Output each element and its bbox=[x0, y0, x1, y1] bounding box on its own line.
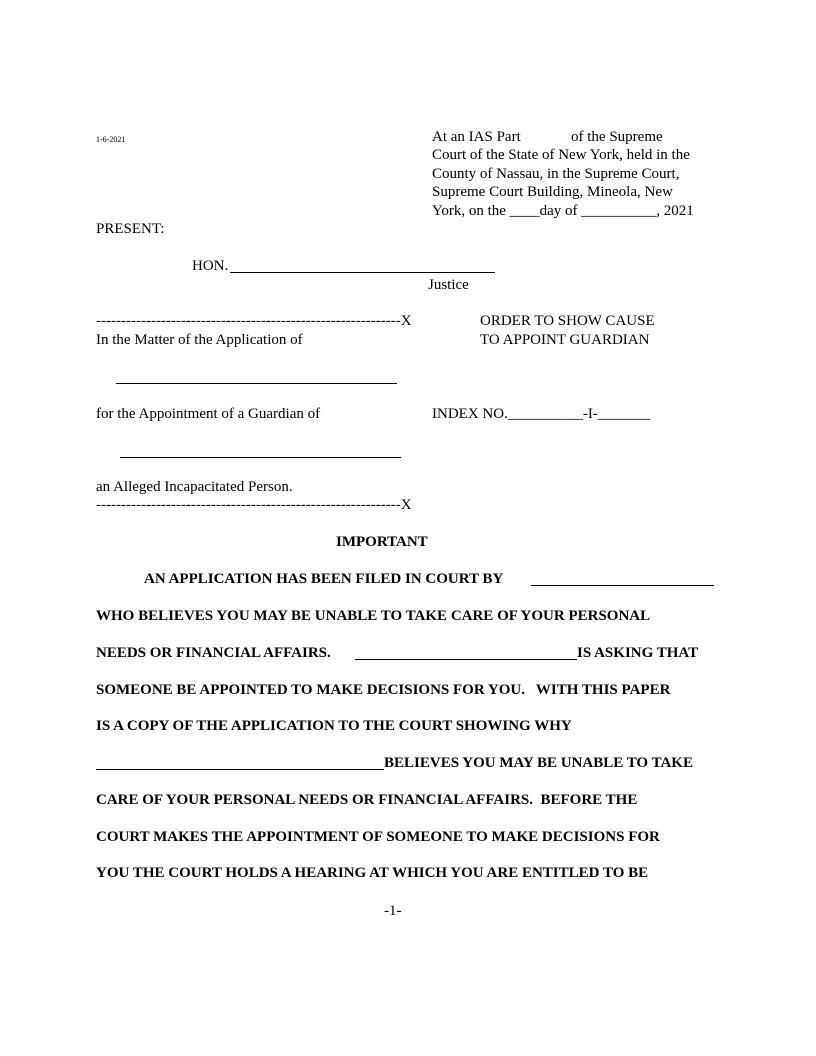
page-number: -1- bbox=[384, 903, 402, 919]
body-line-8: COURT MAKES THE APPOINTMENT OF SOMEONE TO MAKE DECISIONS FOR bbox=[96, 829, 660, 845]
caption-line-2: Court of the State of New York, held in the bbox=[432, 147, 690, 163]
body-line-3: NEEDS OR FINANCIAL AFFAIRS. bbox=[96, 645, 331, 661]
date-code: 1-6-2021 bbox=[96, 135, 126, 144]
body-line-2: WHO BELIEVES YOU MAY BE UNABLE TO TAKE CARE OF YOUR PERSONAL bbox=[96, 608, 651, 624]
justice-label: Justice bbox=[428, 277, 469, 293]
caption-line-3: County of Nassau, in the Supreme Court, bbox=[432, 166, 680, 182]
caption-line-1a: At an IAS Part bbox=[432, 129, 521, 145]
matter-label: In the Matter of the Application of bbox=[96, 332, 303, 348]
applicant-name-line-1[interactable] bbox=[531, 585, 714, 586]
body-line-9: YOU THE COURT HOLDS A HEARING AT WHICH YOU ARE ENTITLED TO BE bbox=[96, 865, 649, 881]
alleged-label: an Alleged Incapacitated Person. bbox=[96, 479, 293, 495]
caption-line-4: Supreme Court Building, Mineola, New bbox=[432, 184, 673, 200]
hon-label: HON. bbox=[192, 258, 229, 274]
petitioner-name-line[interactable] bbox=[116, 383, 397, 384]
present-label: PRESENT: bbox=[96, 221, 165, 237]
order-title-line-2: TO APPOINT GUARDIAN bbox=[480, 332, 650, 348]
body-line-6: BELIEVES YOU MAY BE UNABLE TO TAKE bbox=[384, 755, 693, 771]
body-line-4: SOMEONE BE APPOINTED TO MAKE DECISIONS FOR YOU. WITH THIS PAPER bbox=[96, 682, 671, 698]
body-line-3b: IS ASKING THAT bbox=[577, 645, 699, 661]
body-line-1: AN APPLICATION HAS BEEN FILED IN COURT BY bbox=[144, 571, 504, 587]
important-heading: IMPORTANT bbox=[336, 534, 428, 550]
caption-divider-bottom: -------------------------------------------------------------X bbox=[96, 497, 412, 513]
body-line-7: CARE OF YOUR PERSONAL NEEDS OR FINANCIAL AFFAIRS. BEFORE THE bbox=[96, 792, 638, 808]
order-title-line-1: ORDER TO SHOW CAUSE bbox=[480, 313, 655, 329]
appointment-label: for the Appointment of a Guardian of bbox=[96, 406, 321, 422]
caption-line-5: York, on the ____day of __________, 2021 bbox=[432, 203, 694, 219]
body-line-5: IS A COPY OF THE APPLICATION TO THE COURT SHOWING WHY bbox=[96, 718, 572, 734]
respondent-name-line[interactable] bbox=[120, 457, 401, 458]
index-number: INDEX NO.__________-I-_______ bbox=[432, 406, 651, 422]
caption-divider-top: -------------------------------------------------------------X bbox=[96, 313, 412, 329]
caption-line-1b: of the Supreme bbox=[571, 129, 663, 145]
applicant-name-line-2[interactable] bbox=[355, 659, 577, 660]
applicant-name-line-3[interactable] bbox=[96, 769, 384, 770]
justice-name-line[interactable] bbox=[230, 272, 495, 273]
